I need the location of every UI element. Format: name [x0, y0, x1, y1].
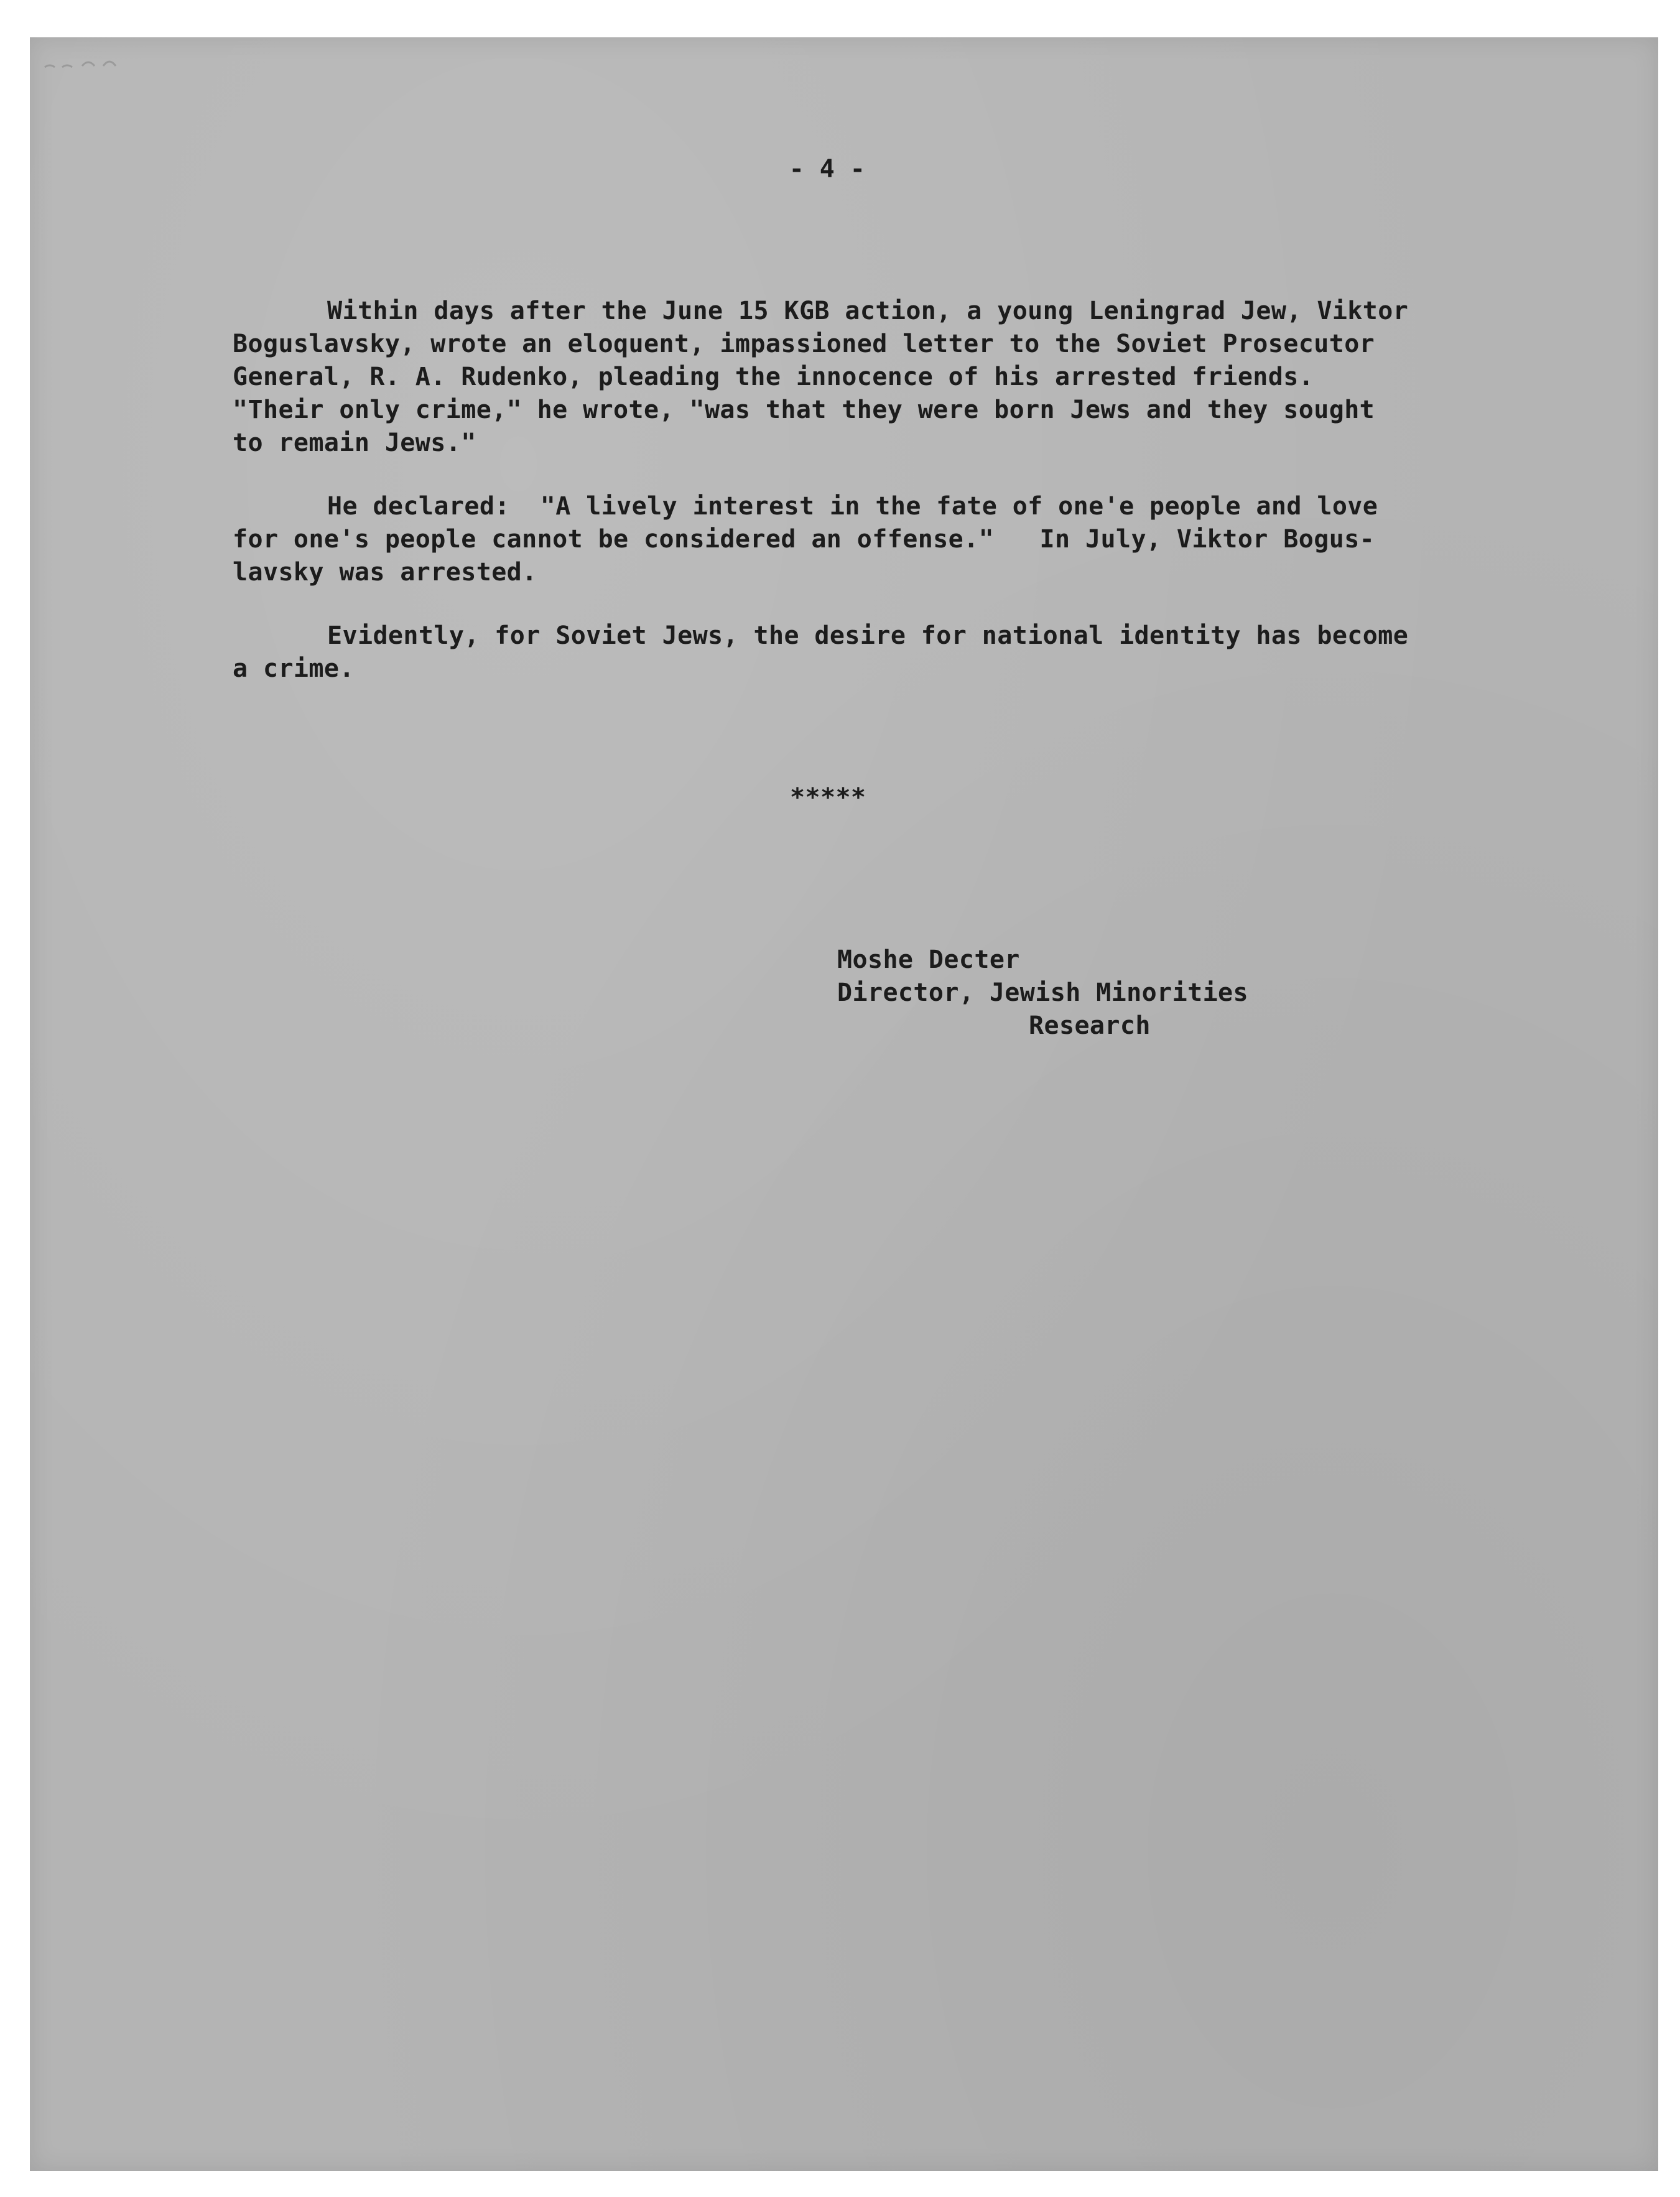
paragraph-line: for one's people cannot be considered an offense." In July, Viktor Bogus-: [233, 525, 1375, 554]
signature-title: Director, Jewish Minorities: [837, 978, 1249, 1007]
paragraph-line: General, R. A. Rudenko, pleading the innocence of his arrested friends.: [233, 363, 1314, 391]
paragraph-line: "Their only crime," he wrote, "was that they were born Jews and they sought: [233, 396, 1375, 424]
paragraph-line: Evidently, for Soviet Jews, the desire for national identity has become: [327, 621, 1409, 650]
signature-block: [837, 944, 1397, 1043]
paragraph-2: [233, 490, 1477, 589]
section-separator: *****: [790, 783, 866, 812]
signature-name: Moshe Decter: [837, 945, 1020, 974]
paragraph-line: Within days after the June 15 KGB action, a young Leningrad Jew, Viktor: [327, 297, 1409, 325]
signature-title-continued: Research: [1029, 1011, 1151, 1040]
paragraph-line: Boguslavsky, wrote an eloquent, impassioned letter to the Soviet Prosecutor: [233, 330, 1375, 358]
paragraph-line: lavsky was arrested.: [233, 558, 537, 587]
paragraph-line: to remain Jews.": [233, 429, 476, 457]
paragraph-3: [233, 620, 1477, 685]
paragraph-line: a crime.: [233, 654, 355, 683]
page-number: - 4 -: [789, 155, 866, 183]
paragraph-1: [233, 295, 1477, 460]
paragraph-line: He declared: "A lively interest in the fate of one'e people and love: [327, 492, 1378, 521]
